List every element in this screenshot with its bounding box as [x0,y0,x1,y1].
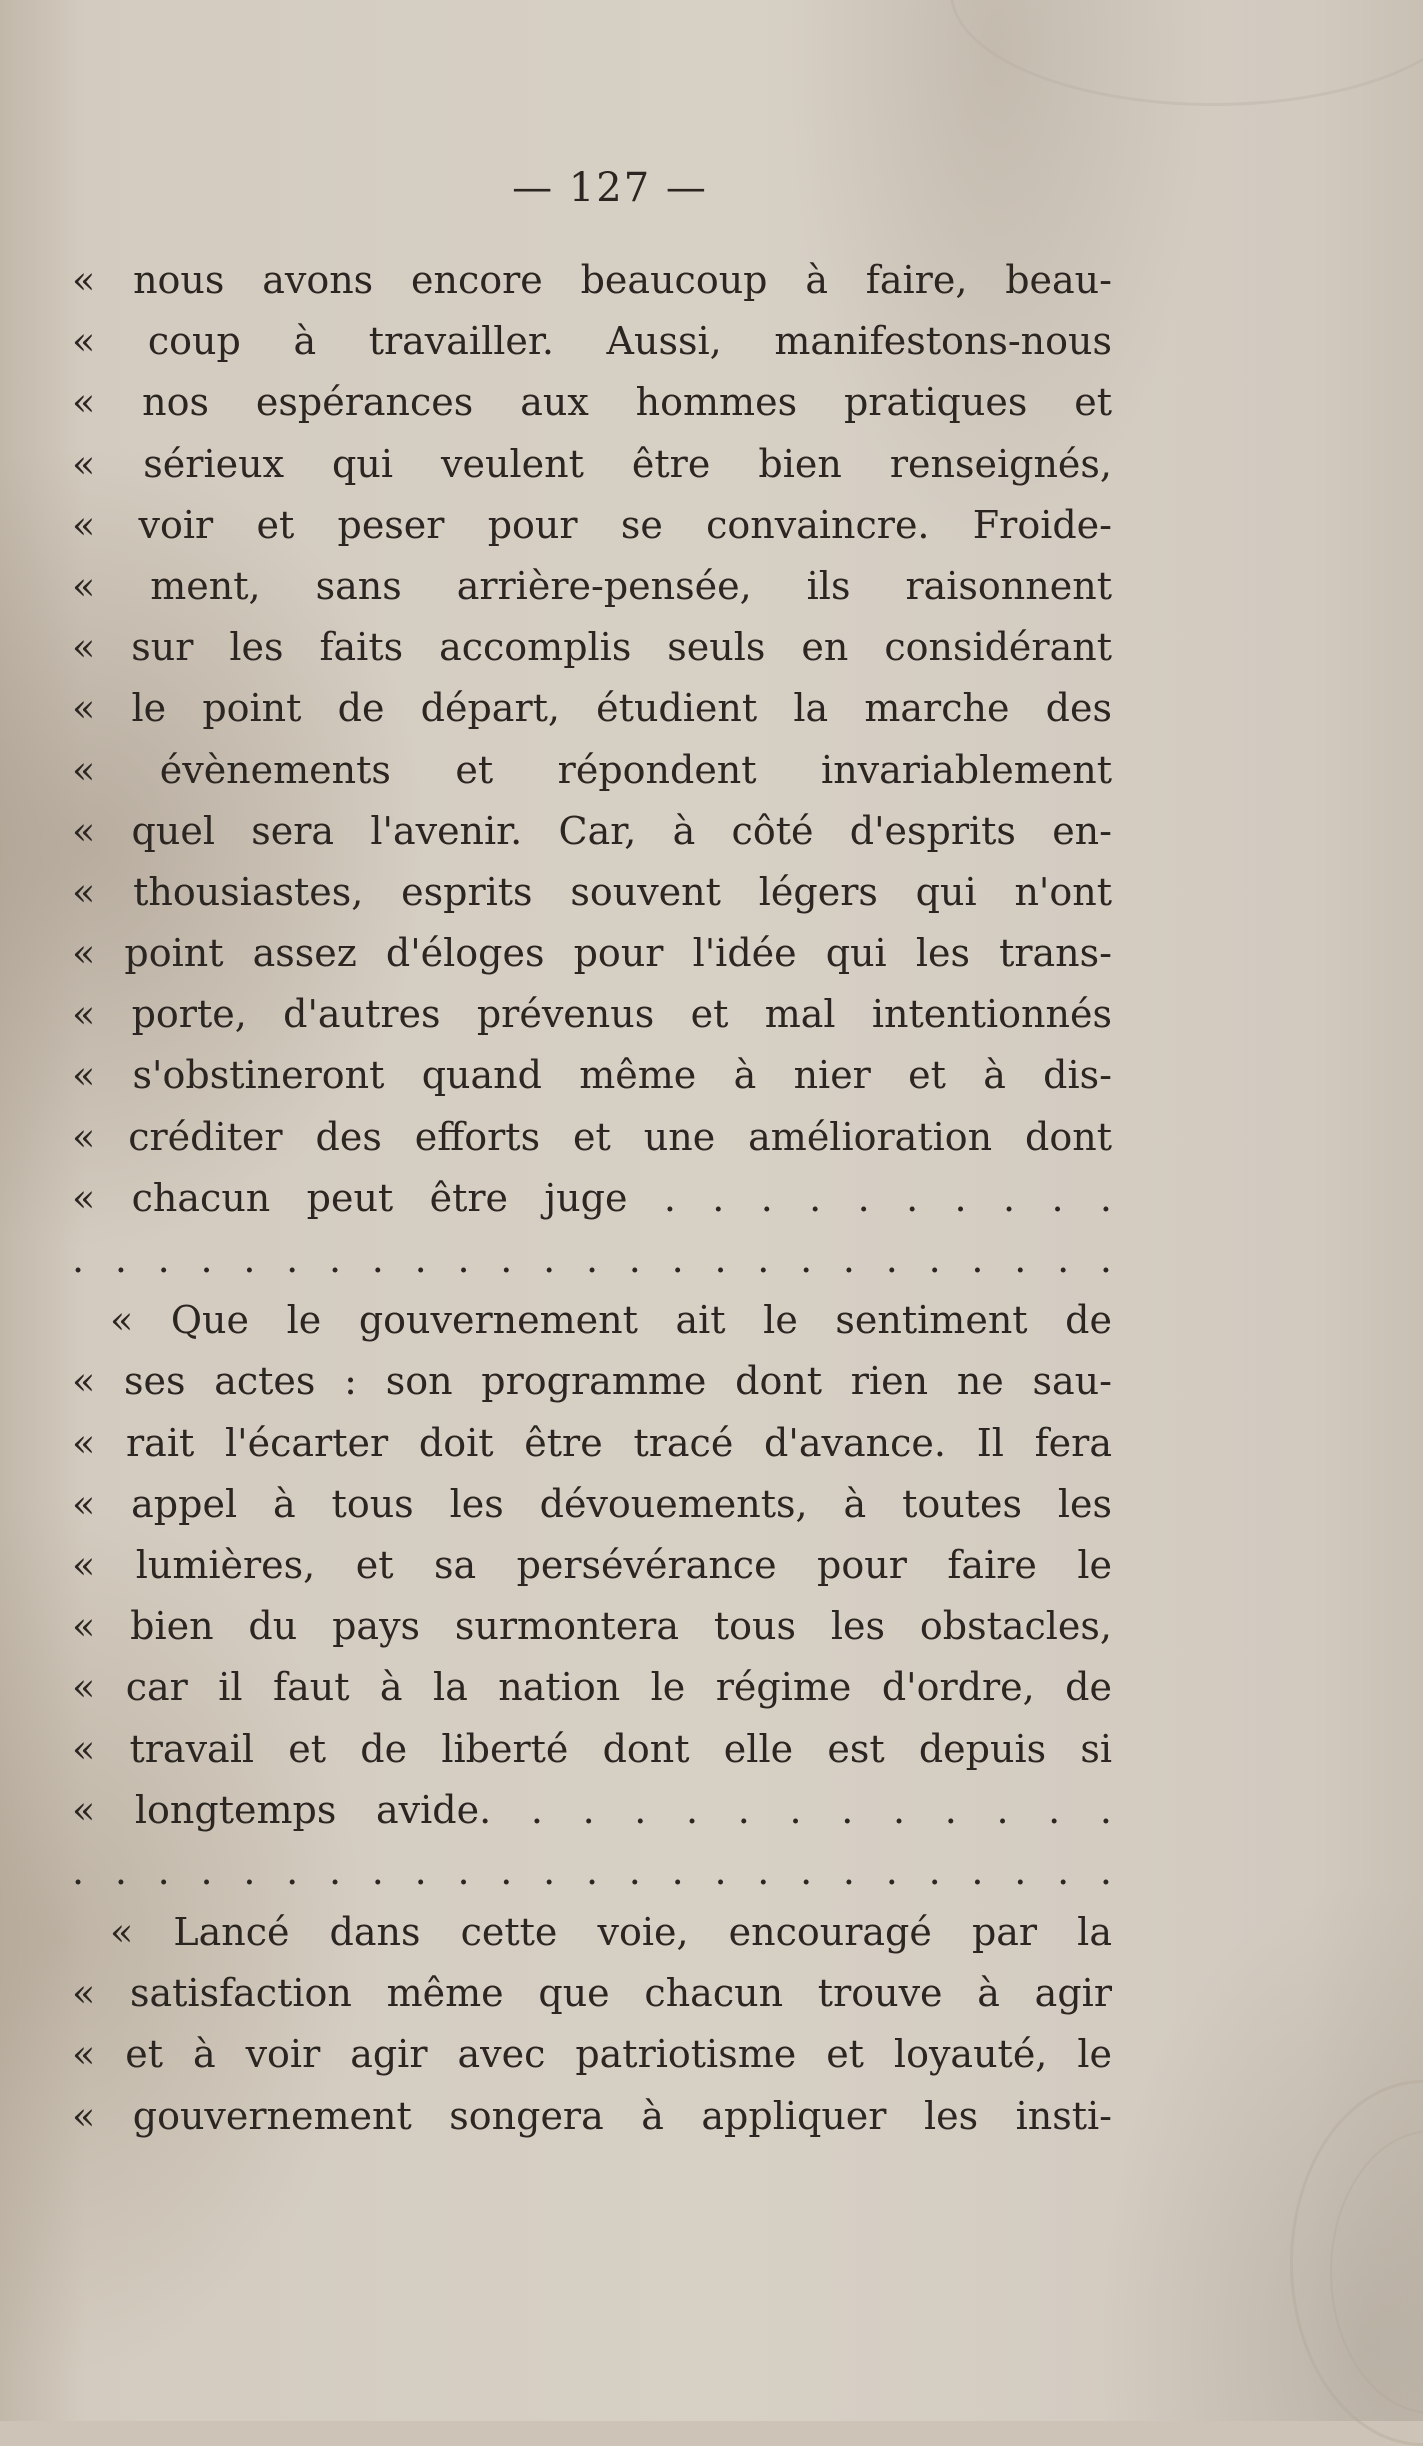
text-line: « quel sera l'avenir. Car, à côté d'esprits en- [72,808,1112,853]
text-line: « évènements et répondent invariablement [72,747,1112,792]
body-text [72,250,1112,2147]
text-line-indented: « Que le gouvernement ait le sentiment de [110,1298,1112,1343]
page-number: — 127 — [512,165,708,211]
text-line: « thousiastes, esprits souvent légers qui n'ont [72,869,1112,914]
dotted-rule: . . . . . . . . . . . . . . . . . . . . . . . . . [72,1237,1112,1281]
text-line: « longtemps avide. . . . . . . . . . . . . [72,1787,1112,1832]
text-line: « sur les faits accomplis seuls en considérant [72,625,1112,670]
text-line: « nos espérances aux hommes pratiques et [72,380,1112,425]
text-line: « chacun peut être juge . . . . . . . . . . [72,1175,1112,1220]
text-line: « nous avons encore beaucoup à faire, beau- [72,258,1112,302]
text-line: « travail et de liberté dont elle est depuis si [72,1726,1112,1771]
text-line: « ment, sans arrière-pensée, ils raisonnent [72,563,1112,608]
text-line: « coup à travailler. Aussi, manifestons-nous [72,319,1112,364]
text-line: « car il faut à la nation le régime d'ordre, de [72,1665,1112,1710]
text-line: « le point de départ, étudient la marche des [72,686,1112,731]
text-line: « sérieux qui veulent être bien renseignés, [72,441,1112,486]
dotted-rule: . . . . . . . . . . . . . . . . . . . . . . . . . [72,1848,1112,1893]
text-line: « voir et peser pour se convaincre. Froide- [72,502,1112,547]
text-line: « ses actes : son programme dont rien ne sau- [72,1359,1112,1404]
paper-stain [950,0,1423,106]
text-line: « créditer des efforts et une amélioration dont [72,1114,1112,1159]
text-line: « bien du pays surmontera tous les obstacles, [72,1604,1112,1649]
text-line: « porte, d'autres prévenus et mal intentionnés [72,992,1112,1037]
text-line: « appel à tous les dévouements, à toutes les [72,1481,1112,1526]
text-line: « point assez d'éloges pour l'idée qui les trans- [72,931,1112,976]
text-line: « s'obstineront quand même à nier et à dis- [72,1053,1112,1098]
text-line: « lumières, et sa persévérance pour faire le [72,1542,1112,1587]
text-line: « et à voir agir avec patriotisme et loyauté, le [72,2032,1112,2077]
text-line: « satisfaction même que chacun trouve à agir [72,1971,1112,2016]
text-line: « rait l'écarter doit être tracé d'avance. Il fera [72,1420,1112,1465]
text-line: « gouvernement songera à appliquer les insti- [72,2093,1112,2138]
text-line-indented: « Lancé dans cette voie, encouragé par la [110,1910,1112,1955]
